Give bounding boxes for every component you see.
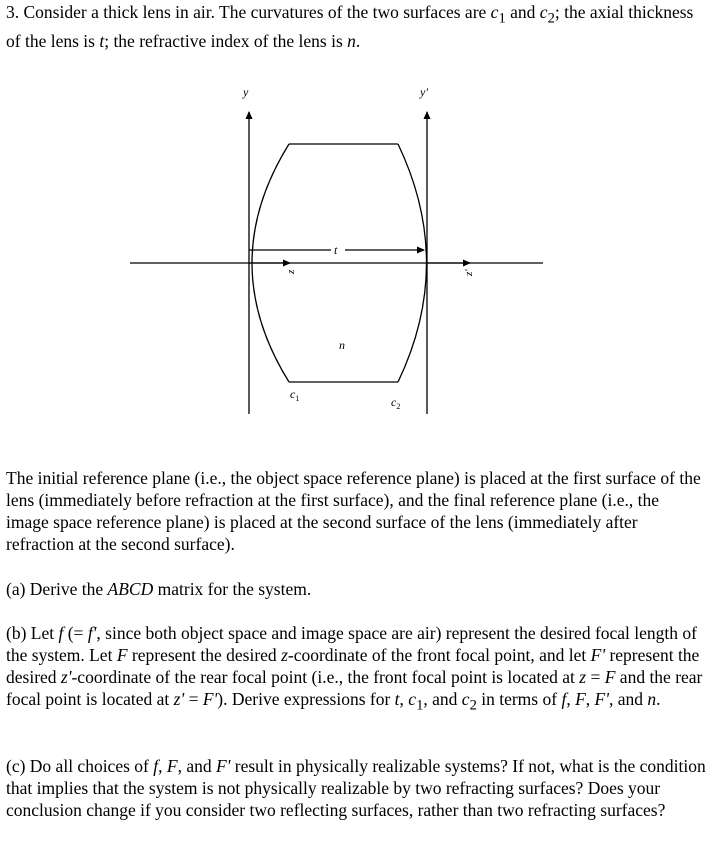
intro-text-5: . [355,30,361,51]
f-prime-symbol: f' [87,623,97,643]
part-b-text-3: , since both object space and image space are air) represent the desired focal length of the system. Let [6,623,697,665]
part-b [6,622,706,717]
t-symbol-b: t [394,689,400,709]
part-b-text-4: represent the desired [127,645,282,665]
F-prime-symbol-c: F' [215,756,231,776]
part-b-text-6: represent the desired [6,645,700,687]
part-b-text-18: . [656,689,661,709]
part-a-text-2: matrix for the system. [153,579,312,599]
part-b-text-1: (b) Let [6,623,59,643]
part-b-text-16: , [585,689,595,709]
c2-label [391,395,400,411]
z-prime-eq-symbol: z' [173,689,185,709]
c1-letter: c [290,387,296,401]
part-a-text-1: (a) Derive the [6,579,108,599]
part-b-text-13: , and [423,689,462,709]
part-c-text-2: , [158,756,167,776]
F-prime-eq-symbol: F' [202,689,218,709]
part-a [6,578,706,600]
part-b-text-7: -coordinate of the rear focal point (i.e., the front focal point is located at [71,667,580,687]
part-c [6,755,706,821]
thick-lens-diagram [0,78,711,423]
t-symbol: t [99,30,105,51]
problem-intro [6,1,706,52]
c2-subscript-b: 2 [469,697,477,714]
part-b-text-15: , [566,689,576,709]
z-prime-label: z' [463,269,475,276]
c1-subscript: 1 [498,10,506,27]
intro-text-2: and [505,2,540,22]
part-b-text-10: = [184,689,203,709]
part-b-text-8: = [586,667,605,687]
F-symbol-b3: F [575,689,586,709]
z-symbol: z [281,645,288,665]
f-symbol-c: f [153,756,159,776]
intro-text-1: 3. Consider a thick lens in air. The curvatures of the two surfaces are [6,2,491,22]
z-prime-symbol: z' [60,667,72,687]
part-c-text-3: , and [177,756,216,776]
F-symbol-c: F [166,756,178,776]
z-label: z [285,269,297,274]
intro-text-3: ; the axial thickness of the lens is [6,2,694,51]
part-b-text-17: , and [608,689,648,709]
f-symbol-b2: f [561,689,567,709]
c1-symbol-b: c [408,689,417,709]
F-eq-symbol: F [604,667,616,687]
c2-subscript: 2 [547,10,555,27]
part-b-text-9: and the rear focal point is located at [6,667,703,709]
c2-letter: c [391,395,397,409]
part-c-text-4: result in physically realizable systems? If not, what is the condition that implies that the system is not physically realizable by two refracting surfaces? Does your conclusion change if you consider two reflecting surfaces, rather than two refracting surfaces? [6,756,706,820]
c1-label-sub: 1 [295,394,300,403]
part-b-text-14: in terms of [476,689,562,709]
part-b-text-2: (= [63,623,88,643]
reference-plane-paragraph: The initial reference plane (i.e., the object space reference plane) is placed at the first surface of the lens (immediately before refraction at the first surface), and the final reference plane (i.e., the image space reference plane) is placed at the second surface of the lens (immediately after refraction at the second surface). [6,468,701,554]
c2-symbol-b: c [461,689,470,709]
t-label: t [334,243,338,257]
F-prime-symbol: F' [590,645,606,665]
F-prime-symbol-b3: F' [594,689,609,709]
c1-symbol: c [490,2,499,22]
intro-text-4: ; the refractive index of the lens is [104,30,348,51]
part-c-text-1: (c) Do all choices of [6,756,154,776]
abcd-term: ABCD [107,579,154,599]
c1-label [290,387,299,403]
part-b-text-5: -coordinate of the front focal point, and let [287,645,591,665]
part-b-text-12: , [399,689,409,709]
y-prime-label: y' [420,85,428,99]
n-symbol: n [347,30,356,51]
y-label: y [243,85,249,99]
part-b-text-11: ). Derive expressions for [217,689,395,709]
c1-subscript-b: 1 [416,697,424,714]
z-eq-symbol: z [579,667,587,687]
c2-label-sub: 2 [396,402,401,411]
n-symbol-b: n [647,689,657,709]
f-symbol: f [58,623,64,643]
F-symbol: F [116,645,128,665]
n-label: n [339,338,345,352]
c2-symbol: c [539,2,548,22]
